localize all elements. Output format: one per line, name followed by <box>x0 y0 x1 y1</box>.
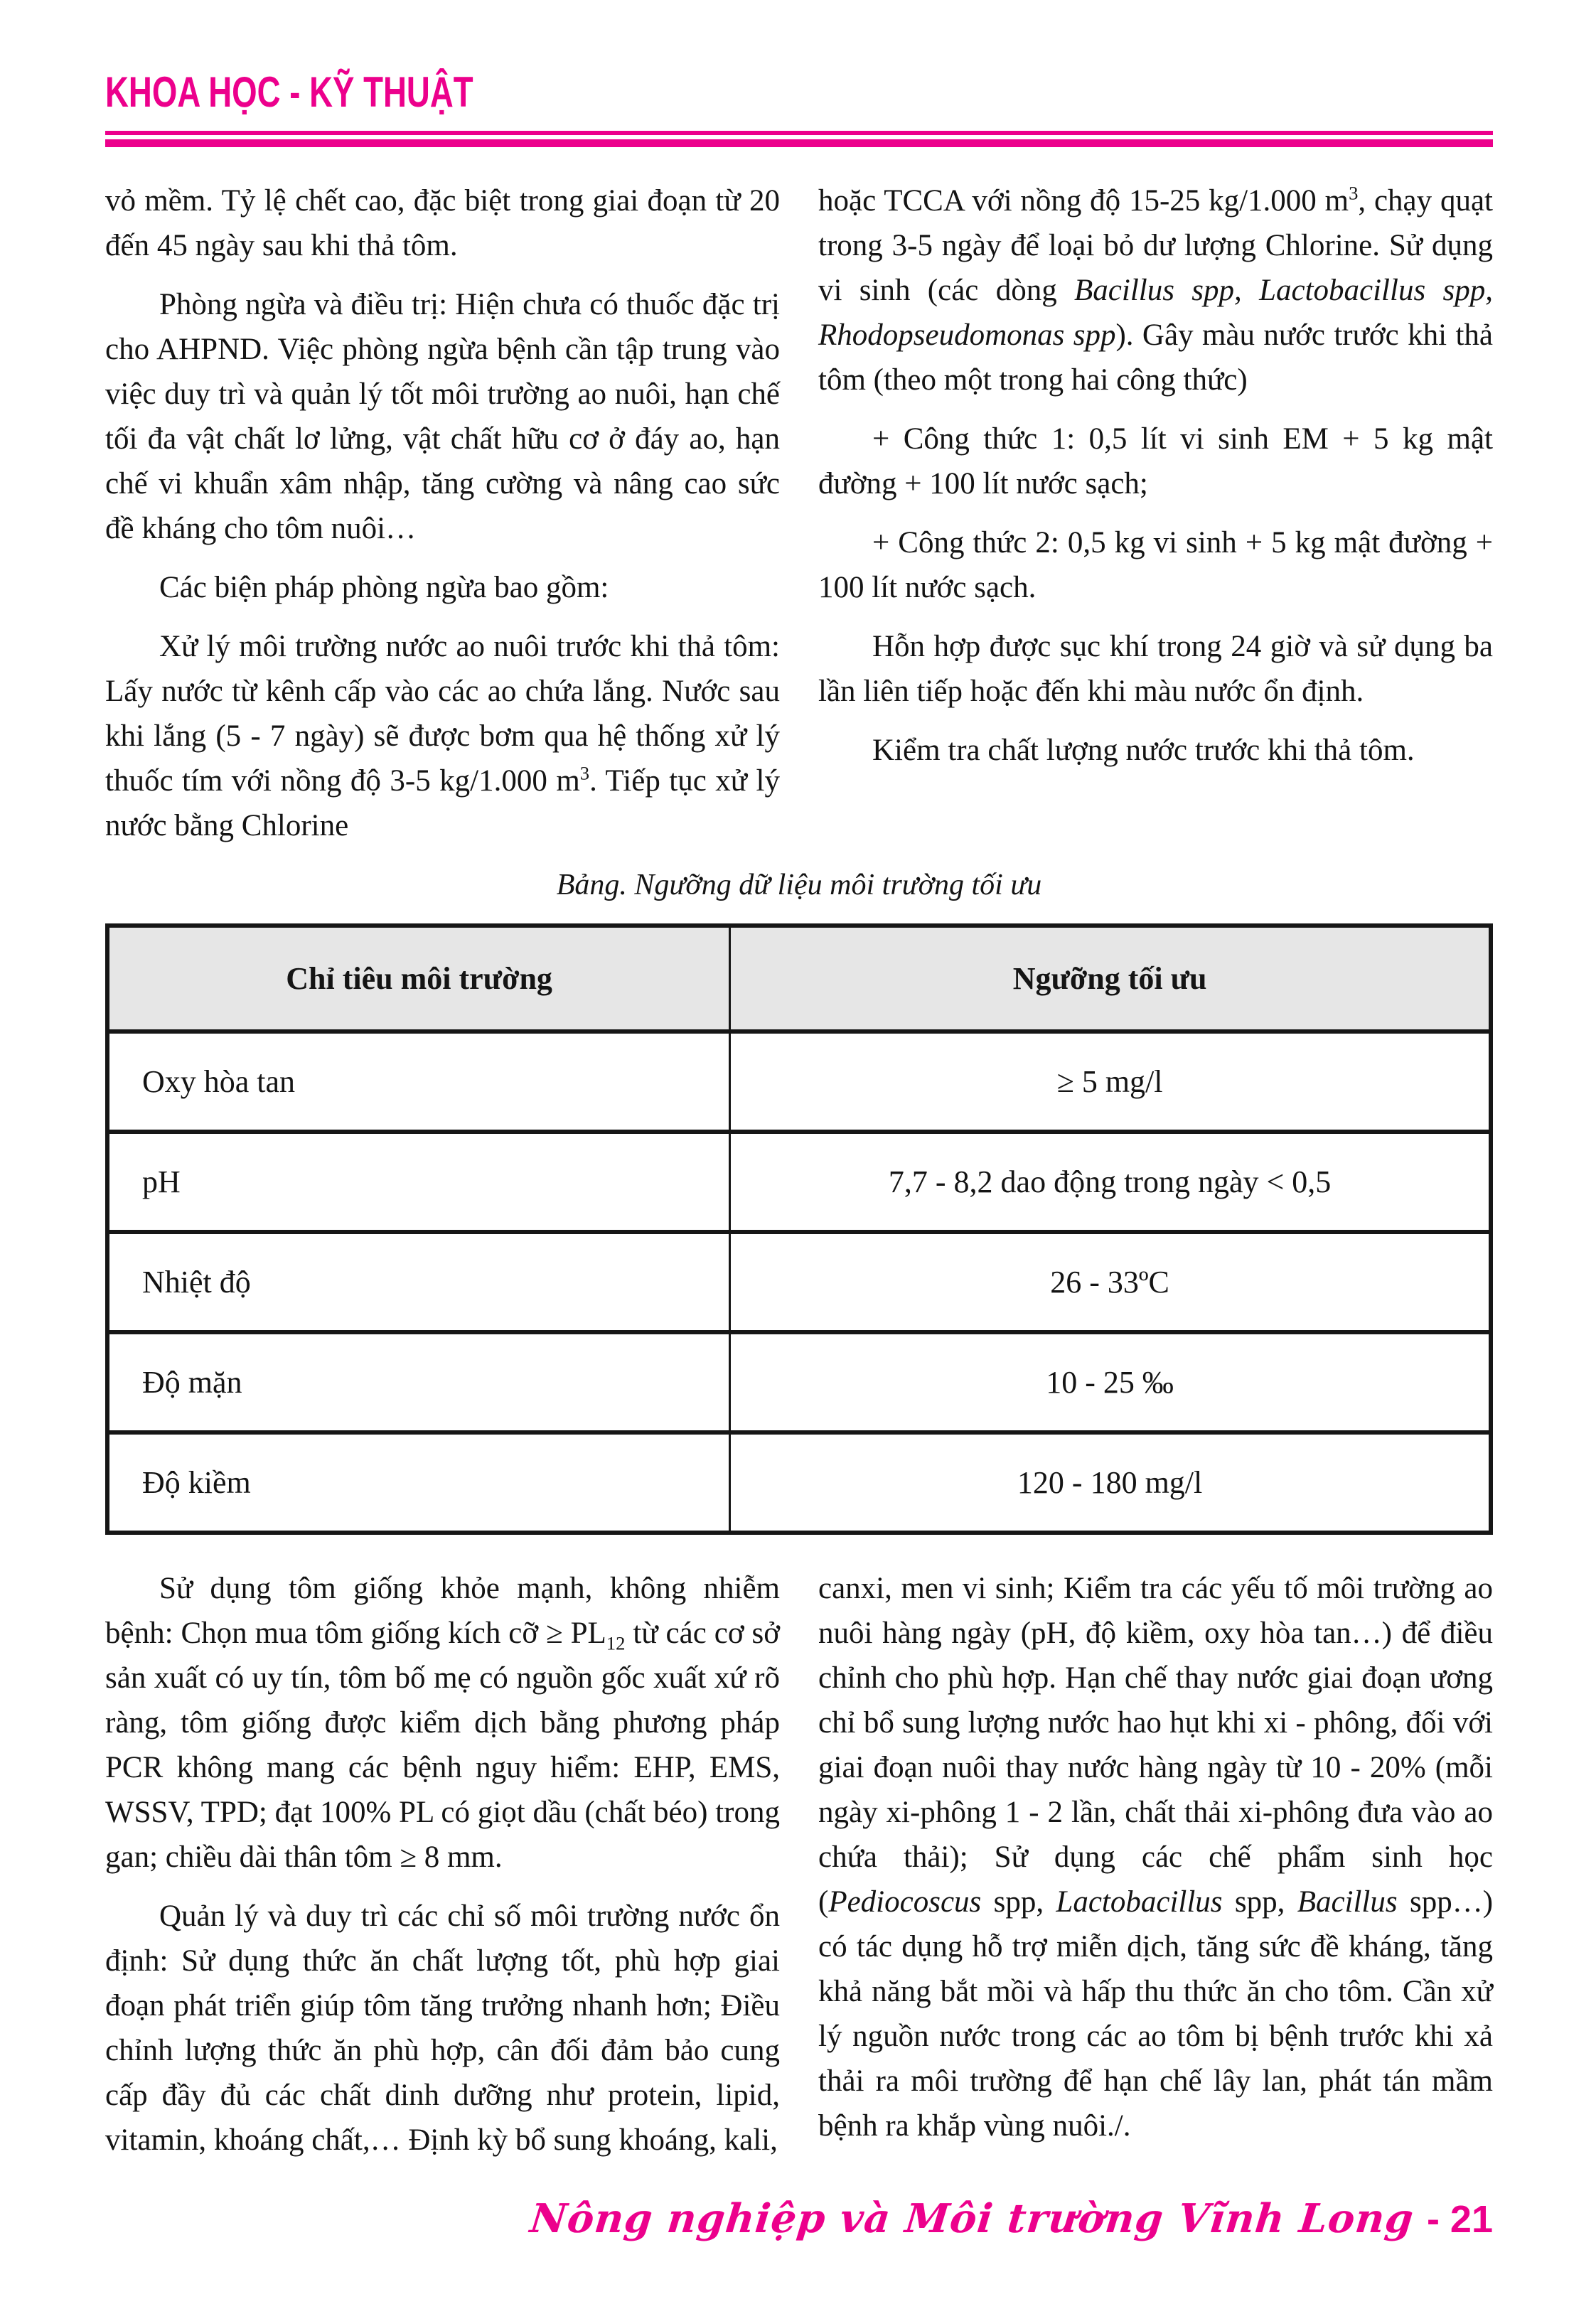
criteria-cell: pH <box>107 1132 730 1232</box>
page-number: - 21 <box>1426 2198 1493 2241</box>
column-top-right <box>818 178 1493 848</box>
criteria-cell: Độ mặn <box>107 1332 730 1432</box>
paragraph: + Công thức 1: 0,5 lít vi sinh EM + 5 kg mật đường + 100 lít nước sạch; <box>818 422 1493 500</box>
page-footer <box>105 2195 1493 2242</box>
article-top <box>105 178 1493 848</box>
table-row <box>107 1432 1491 1533</box>
threshold-cell: 10 - 25 ‰ <box>730 1332 1491 1432</box>
journal-name: Nông nghiệp và Môi trường Vĩnh Long <box>527 2195 1417 2242</box>
table-header-row <box>107 926 1491 1031</box>
threshold-cell: 7,7 - 8,2 dao động trong ngày < 0,5 <box>730 1132 1491 1232</box>
table-section <box>105 868 1493 1535</box>
table-row <box>107 1132 1491 1232</box>
column-top-left <box>105 178 780 848</box>
paragraph: Hỗn hợp được sục khí trong 24 giờ và sử dụng ba lần liên tiếp hoặc đến khi màu nước ổn định. <box>818 630 1493 708</box>
table-header-threshold: Ngưỡng tối ưu <box>730 926 1491 1031</box>
header-rule-bottom <box>105 139 1493 147</box>
paragraph: Phòng ngừa và điều trị: Hiện chưa có thuốc đặc trị cho AHPND. Việc phòng ngừa bệnh cần tập trung vào việc duy trì và quản lý tốt môi trường ao nuôi, hạn chế tối đa vật chất lơ lửng, vật chất hữu cơ ở đáy ao, hạn chế vi khuẩn xâm nhập, tăng cường và nâng cao sức đề kháng cho tôm nuôi… <box>105 288 780 545</box>
paragraph: Xử lý môi trường nước ao nuôi trước khi thả tôm: Lấy nước từ kênh cấp vào các ao chứa lắng. Nước sau khi lắng (5 - 7 ngày) sẽ được bơm qua hệ thống xử lý thuốc tím với nồng độ 3-5 kg/1.000 $m^3$. Tiếp tục xử lý nước bằng Chlorine <box>105 630 780 842</box>
paragraph: Các biện pháp phòng ngừa bao gồm: <box>159 571 609 604</box>
threshold-cell: ≥ 5 mg/l <box>730 1031 1491 1132</box>
paragraph: Sử dụng tôm giống khỏe mạnh, không nhiễm bệnh: Chọn mua tôm giống kích cỡ ≥ $PL_{12}$ từ các cơ sở sản xuất có uy tín, tôm bố mẹ có nguồn gốc xuất xứ rõ ràng, tôm giống được kiểm dịch bằng phương pháp PCR không mang các bệnh nguy hiểm: EHP, EMS, WSSV, TPD; đạt 100% PL có giọt dầu (chất béo) trong gan; chiều dài thân tôm ≥ 8 mm. <box>105 1572 780 1874</box>
table-row <box>107 1332 1491 1432</box>
table-head <box>107 926 1491 1031</box>
criteria-cell: Độ kiềm <box>107 1432 730 1533</box>
page-header <box>105 68 1493 147</box>
environment-thresholds-table <box>105 923 1493 1535</box>
paragraph: Kiểm tra chất lượng nước trước khi thả tôm. <box>872 734 1415 767</box>
column-bottom-left <box>105 1566 780 2163</box>
criteria-cell: Nhiệt độ <box>107 1232 730 1332</box>
paragraph: + Công thức 2: 0,5 kg vi sinh + 5 kg mật đường + 100 lít nước sạch. <box>818 526 1493 604</box>
table-row <box>107 1031 1491 1132</box>
threshold-cell: 26 - 33ºC <box>730 1232 1491 1332</box>
article-bottom <box>105 1566 1493 2163</box>
table-row <box>107 1232 1491 1332</box>
paragraph: canxi, men vi sinh; Kiểm tra các yếu tố môi trường ao nuôi hàng ngày (pH, độ kiềm, oxy hòa tan…) để điều chỉnh cho phù hợp. Hạn chế thay nước giai đoạn ương chỉ bổ sung lượng nước hao hụt khi xi - phông, đối với giai đoạn nuôi thay nước hàng ngày từ 10 - 20% (mỗi ngày xi-phông 1 - 2 lần, chất thải xi-phông đưa vào ao chứa thải); Sử dụng các chế phẩm sinh học (Pediocoscus spp, Lactobacillus spp, Bacillus spp…) có tác dụng hỗ trợ miễn dịch, tăng sức đề kháng, tăng khả năng bắt mồi và hấp thu thức ăn cho tôm. Cần xử lý nguồn nước trong các ao tôm bị bệnh trước khi xả thải ra môi trường để hạn chế lây lan, phát tán mầm bệnh ra khắp vùng nuôi./. <box>818 1572 1494 2143</box>
header-rule-top <box>105 131 1493 135</box>
table-header-criteria: Chỉ tiêu môi trường <box>107 926 730 1031</box>
section-title: KHOA HỌC - KỸ THUẬT <box>105 68 473 116</box>
column-bottom-right <box>818 1566 1493 2163</box>
threshold-cell: 120 - 180 mg/l <box>730 1432 1491 1533</box>
table-body <box>107 1031 1491 1533</box>
paragraph: hoặc TCCA với nồng độ 15-25 kg/1.000 $m^3$, chạy quạt trong 3-5 ngày để loại bỏ dư lượng Chlorine. Sử dụng vi sinh (các dòng Bacillus spp, Lactobacillus spp, Rhodopseudomonas spp). Gây màu nước trước khi thả tôm (theo một trong hai công thức) <box>818 182 1493 397</box>
paragraph: Quản lý và duy trì các chỉ số môi trường nước ổn định: Sử dụng thức ăn chất lượng tốt, phù hợp giai đoạn phát triển giúp tôm tăng trưởng nhanh hơn; Điều chỉnh lượng thức ăn phù hợp, cân đối đảm bảo cung cấp đầy đủ các chất dinh dưỡng như protein, lipid, vitamin, khoáng chất,… Định kỳ bổ sung khoáng, kali, <box>105 1899 780 2157</box>
table-caption: Bảng. Ngưỡng dữ liệu môi trường tối ưu <box>556 869 1042 901</box>
paragraph: vỏ mềm. Tỷ lệ chết cao, đặc biệt trong giai đoạn từ 20 đến 45 ngày sau khi thả tôm. <box>105 184 780 262</box>
criteria-cell: Oxy hòa tan <box>107 1031 730 1132</box>
